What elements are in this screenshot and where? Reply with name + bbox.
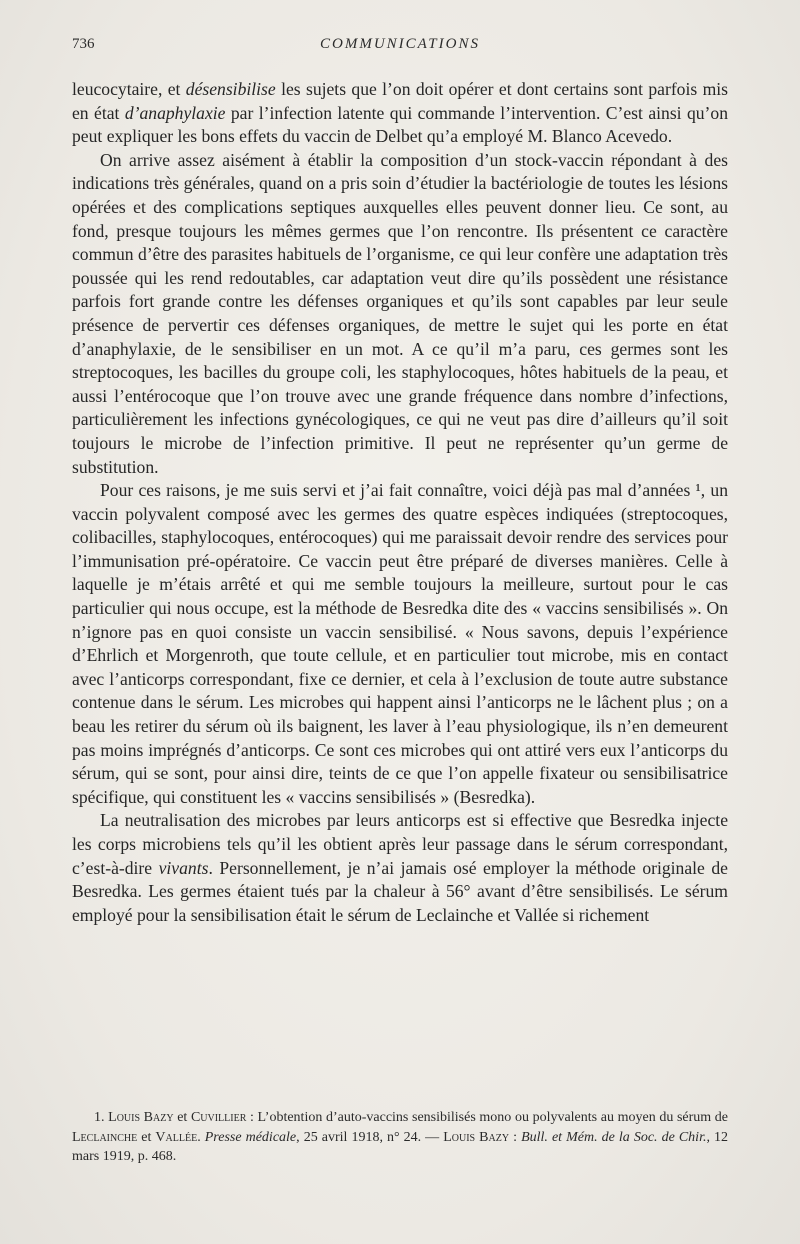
- italic-term: désensibilise: [185, 79, 276, 99]
- paragraph-4: [72, 809, 728, 927]
- text-run: et: [173, 1110, 191, 1125]
- author-name: Vallée: [155, 1129, 198, 1145]
- body-text: [72, 78, 728, 927]
- page-header: [72, 36, 728, 60]
- text-run: , 12 mars 1919, p. 468.: [72, 1129, 729, 1164]
- running-title: COMMUNICATIONS: [320, 36, 480, 52]
- journal-title: Presse médicale: [204, 1129, 297, 1145]
- text-run: leucocytaire, et: [72, 79, 186, 99]
- paragraph-3: Pour ces raisons, je me suis servi et j’ai fait connaître, voici déjà pas mal d’années ¹, un vaccin polyvalent composé avec les germes des quatre espèces indiquées (streptocoques, colibacilles, staphylocoques, entérocoques) qui me paraissait devoir rendre des services pour l’immunisation pré-opératoire. Ce vaccin peut être préparé de diverses manières. Celle à laquelle je m’étais arrêté et qui me semble toujours la meilleure, surtout pour le cas particulier qui nous occupe, est la méthode de Besredka dite des « vaccins sensibilisés ». On n’ignore pas en quoi consiste un vaccin sensibilisé. « Nous savons, depuis l’expérience d’Ehrlich et Morgenroth, que toute cellule, et en particulier tout microbe, mis en contact avec l’anticorps correspondant, fixe ce dernier, et cela à l’exclusion de toute autre substance contenue dans le sérum. Les microbes qui happent ainsi l’anticorps ne le lâchent plus ; on a beau les retirer du sérum où ils baignent, les laver à l’eau physiologique, ils n’en demeurent pas moins imprégnés d’anticorps. Ce sont ces microbes qui ont attiré vers eux l’anticorps du sérum, qui se sont, pour ainsi dire, teints de ce que l’on appelle fixateur ou sensibilisatrice spécifique, qui constituent les « vaccins sensibilisés » (Besredka).: [72, 480, 728, 807]
- author-name: Louis Bazy: [443, 1129, 510, 1145]
- author-name: Louis Bazy: [108, 1110, 174, 1125]
- text-run: les sujets que l’on doit opérer et dont certains sont parfois mis en état: [72, 79, 728, 123]
- italic-term: vivants: [158, 857, 209, 878]
- italic-term: d’anaphylaxie: [124, 102, 226, 123]
- text-run: et: [137, 1129, 156, 1145]
- paragraph-2: On arrive assez aisément à établir la composition d’un stock-vaccin répondant à des indications très générales, quand on a pris soin d’étudier la bactériologie de toutes les lésions opérées et des complications septiques auxquelles elles peuvent donner lieu. Ce sont, au fond, presque toujours les mêmes germes que l’on rencontre. Ils présentent ce caractère commun d’être des parasites habituels de l’organisme, ce qui leur confère une adaptation très poussée qui les rend redoutables, car adaptation veut dire qu’ils possèdent une résistance parfois fort grande contre les défenses organiques et qu’ils sont capables par leur seule présence de pervertir ces défenses organiques, de mettre le sujet qui les porte en état d’anaphylaxie, de le sensibiliser en un mot. A ce qu’il m’a paru, ces germes sont les streptocoques, les bacilles du groupe coli, les staphylocoques, hôtes habituels de la peau, et aussi l’entérocoque que l’on trouve avec une grande fréquence dans nombre d’infections, particulièrement les infections gynécologiques, ce qui ne veut pas dire d’ailleurs qu’il soit toujours le microbe de l’infection primitive. Il peut ne représenter qu’un germe de substitution.: [72, 149, 728, 477]
- text-run: : L’obtention d’auto-vaccins sensibilisés mono ou polyvalents au moyen du sérum de: [246, 1110, 729, 1125]
- text-run: . Personnellement, je n’ai jamais osé employer la méthode originale de Besredka. Les germes étaient tués par la chaleur à 56° avant d’être sensibilisés. Le sérum employé pour la sensibilisation était le sérum de Leclainche et Vallée si richement: [72, 857, 728, 925]
- page-number: 736: [72, 36, 95, 52]
- text-run: , 25 avril 1918, n° 24. —: [296, 1129, 444, 1145]
- text-run: :: [509, 1129, 522, 1145]
- author-name: Cuvillier: [190, 1110, 247, 1125]
- footnotes: [72, 1108, 728, 1167]
- author-name: Leclainche: [72, 1129, 138, 1145]
- footnote-marker: 1.: [94, 1110, 105, 1125]
- text-run: par l’infection latente qui commande l’intervention. C’est ainsi qu’on peut expliquer les bons effets du vaccin de Delbet qu’a employé M. Blanco Acevedo.: [72, 102, 729, 147]
- journal-title: Bull. et Mém. de la Soc. de Chir.: [521, 1129, 707, 1145]
- footnote-1: [72, 1108, 728, 1167]
- paragraph-1: [72, 78, 728, 149]
- text-run: La neutralisation des microbes par leurs anticorps est si effective que Besredka injecte les corps microbiens tels qu’il les obtient après leur passage dans le sérum correspondant, c’est-à-dire: [72, 810, 728, 878]
- text-run: .: [197, 1129, 205, 1145]
